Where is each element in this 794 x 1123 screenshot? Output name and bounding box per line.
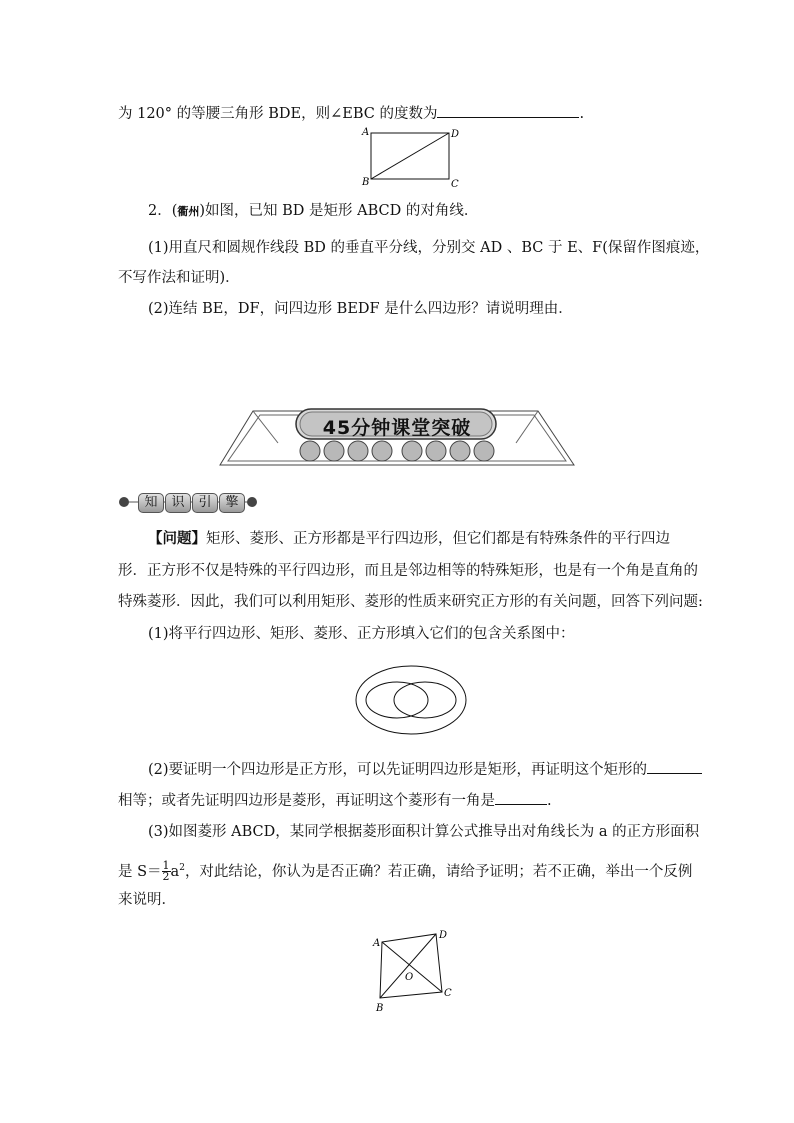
problem-p1-line2: 形．正方形不仅是特殊的平行四边形，而且是邻边相等的特殊矩形，也是有一个角是直角的 <box>118 563 698 579</box>
s2-blank-2[interactable] <box>495 790 547 805</box>
bead-row <box>300 441 494 461</box>
inclusion-diagram <box>354 664 468 736</box>
section-char-1: 知 <box>138 493 164 513</box>
q2-part1-line1: (1)用直尺和圆规作线段 BD 的垂直平分线，分别交 AD 、BC 于 E、F(保留作图痕迹， <box>148 240 710 256</box>
fig2-label-a: A <box>373 938 381 949</box>
q1-answer-blank[interactable] <box>437 103 579 118</box>
fig1-label-c: C <box>451 179 459 190</box>
rectangle-figure <box>360 125 460 191</box>
s2-blank-1[interactable] <box>647 759 702 774</box>
fraction-one-half: $\frac{1}{2}$ <box>162 859 170 884</box>
problem-s3-line2: 是 S＝ $\frac{1}{2}$ $a^2$，对此结论，你认为是否正确？若正确，请给予证明；若不正确，举出一个反例 <box>118 859 693 884</box>
fig1-label-d: D <box>451 129 460 140</box>
fig2-label-o: O <box>405 972 414 983</box>
problem-p1-line1: 【问题】矩形、菱形、正方形都是平行四边形，但它们都是有特殊条件的平行四边 <box>148 530 670 547</box>
fig1-label-b: B <box>362 177 370 188</box>
section-char-3: 引 <box>192 493 218 513</box>
problem-s2-line2: 相等；或者先证明四边形是菱形，再证明这个菱形有一角是 . <box>118 790 552 811</box>
rhombus-figure <box>370 928 454 1014</box>
problem-s1: (1)将平行四边形、矩形、菱形、正方形填入它们的包含关系图中： <box>148 626 575 642</box>
problem-s2-line1: (2)要证明一个四边形是正方形，可以先证明四边形是矩形，再证明这个矩形的 <box>148 759 702 780</box>
section-char-2: 识 <box>165 493 191 513</box>
q1-text: 为 120° 的等腰三角形 BDE，则∠EBC 的度数为 <box>118 106 438 122</box>
fig2-label-b: B <box>376 1003 384 1014</box>
banner-title: 45分钟课堂突破 <box>322 417 472 439</box>
problem-p1-line3: 特殊菱形．因此，我们可以利用矩形、菱形的性质来研究正方形的有关问题，回答下列问题: <box>118 594 703 610</box>
section-char-4: 擎 <box>219 493 245 513</box>
fig1-label-a: A <box>362 127 370 138</box>
section-heading <box>118 490 258 514</box>
fig2-label-d: D <box>439 930 448 941</box>
section-banner <box>218 405 576 475</box>
problem-s3-line3: 来说明． <box>118 892 176 908</box>
q1-answer-line: 为 120° 的等腰三角形 BDE，则∠EBC 的度数为 . <box>118 103 584 124</box>
fig2-label-c: C <box>444 988 452 999</box>
q2-intro: 2．(衢州)如图，已知 BD 是矩形 ABCD 的对角线． <box>148 203 479 219</box>
problem-tag: 【问题】 <box>148 530 206 547</box>
q2-part1-line2: 不写作法和证明)． <box>118 270 240 286</box>
q2-part2: (2)连结 BE，DF，问四边形 BEDF 是什么四边形？请说明理由． <box>148 301 573 317</box>
q2-source: 衢州 <box>177 205 200 218</box>
problem-s3-line1: (3)如图菱形 ABCD，某同学根据菱形面积计算公式推导出对角线长为 a 的正方形面积 <box>148 824 700 840</box>
